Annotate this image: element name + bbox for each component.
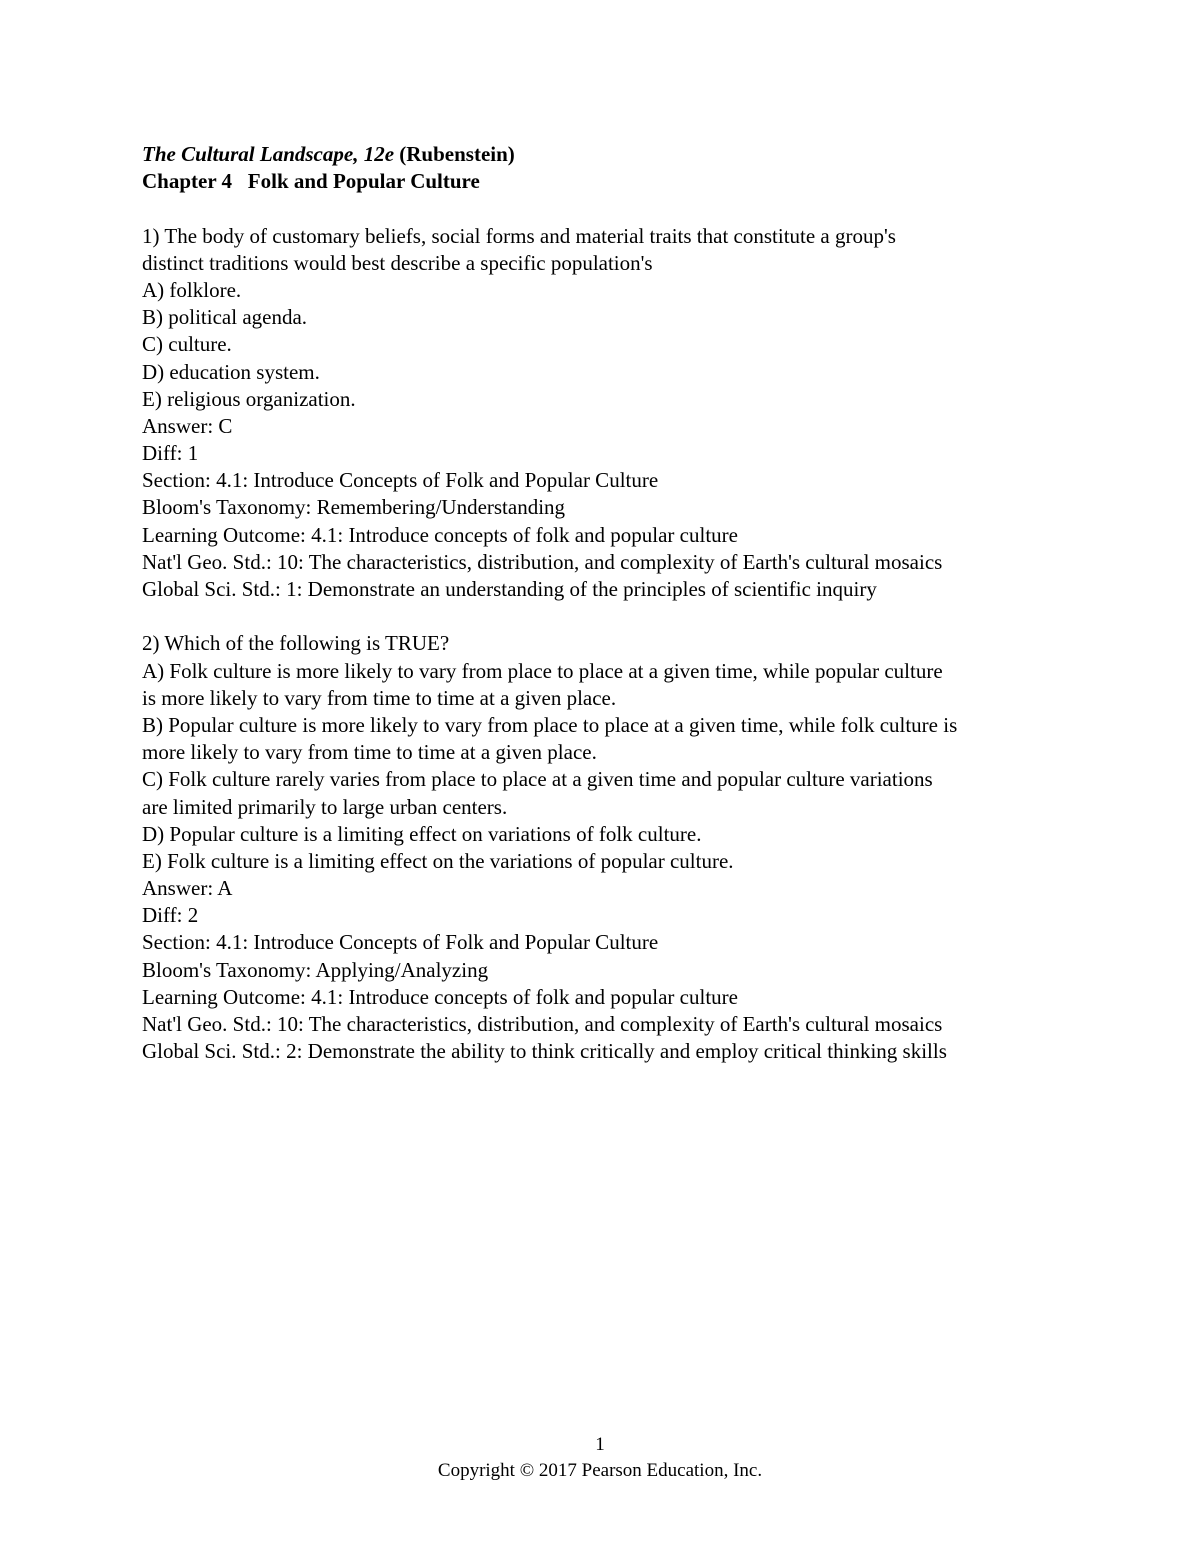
answer-option: A) folklore. [142,277,242,302]
question-metadata-line: Answer: A [142,876,233,901]
answer-option: is more likely to vary from time to time at a given place. [142,685,617,710]
question-metadata-line: Nat'l Geo. Std.: 10: The characteristics, distribution, and complexity of Earth's cultural mosaics [142,1012,943,1036]
question-stem-line: 2) Which of the following is TRUE? [142,631,450,656]
document-body [142,141,1082,1065]
question-metadata-line: Section: 4.1: Introduce Concepts of Folk and Popular Culture [142,930,659,955]
question-metadata-line: Learning Outcome: 4.1: Introduce concepts of folk and popular culture [142,522,738,547]
answer-option: B) political agenda. [142,305,308,330]
page-number: 1 [595,1434,605,1455]
book-title: The Cultural Landscape, 12e [142,142,395,166]
question-stem-line: distinct traditions would best describe a specific population's [142,250,653,275]
copyright-notice: Copyright © 2017 Pearson Education, Inc. [437,1460,763,1481]
question-metadata-line: Bloom's Taxonomy: Remembering/Understanding [142,495,566,520]
answer-option: C) Folk culture rarely varies from place to place at a given time and popular culture variations [142,767,933,792]
question-stem-line: 1) The body of customary beliefs, social forms and material traits that constitute a group's [142,223,896,248]
question-metadata-line: Global Sci. Std.: 1: Demonstrate an understanding of the principles of scientific inquiry [142,577,877,601]
answer-option: B) Popular culture is more likely to vary from place to place at a given time, while folk culture is [142,712,958,737]
answer-option: C) culture. [142,332,232,357]
answer-option: are limited primarily to large urban centers. [142,794,508,819]
answer-option: E) religious organization. [142,386,356,411]
question-metadata-line: Nat'l Geo. Std.: 10: The characteristics, distribution, and complexity of Earth's cultural mosaics [142,549,943,574]
spacer [142,603,1082,630]
question-metadata-line: Answer: C [142,413,233,438]
question-metadata-line: Section: 4.1: Introduce Concepts of Folk and Popular Culture [142,468,659,493]
chapter-heading: Chapter 4 Folk and Popular Culture [142,169,480,194]
question-metadata-line: Diff: 1 [142,441,199,466]
question-metadata-line: Bloom's Taxonomy: Applying/Analyzing [142,957,489,982]
answer-option: D) Popular culture is a limiting effect on variations of folk culture. [142,821,702,846]
book-title-line [142,141,1082,168]
question-metadata-line: Diff: 2 [142,903,199,928]
answer-option: E) Folk culture is a limiting effect on the variations of popular culture. [142,848,734,873]
question-metadata-line: Global Sci. Std.: 2: Demonstrate the ability to think critically and employ critical thinking skills [142,1039,947,1064]
question-block [142,223,1082,604]
spacer [142,195,1082,222]
answer-option: D) education system. [142,359,320,384]
answer-option: A) Folk culture is more likely to vary from place to place at a given time, while popular culture [142,658,943,683]
book-author: (Rubenstein) [399,142,515,166]
question-block [142,630,1082,1065]
answer-option: more likely to vary from time to time at a given place. [142,740,597,765]
question-metadata-line: Learning Outcome: 4.1: Introduce concepts of folk and popular culture [142,984,738,1009]
